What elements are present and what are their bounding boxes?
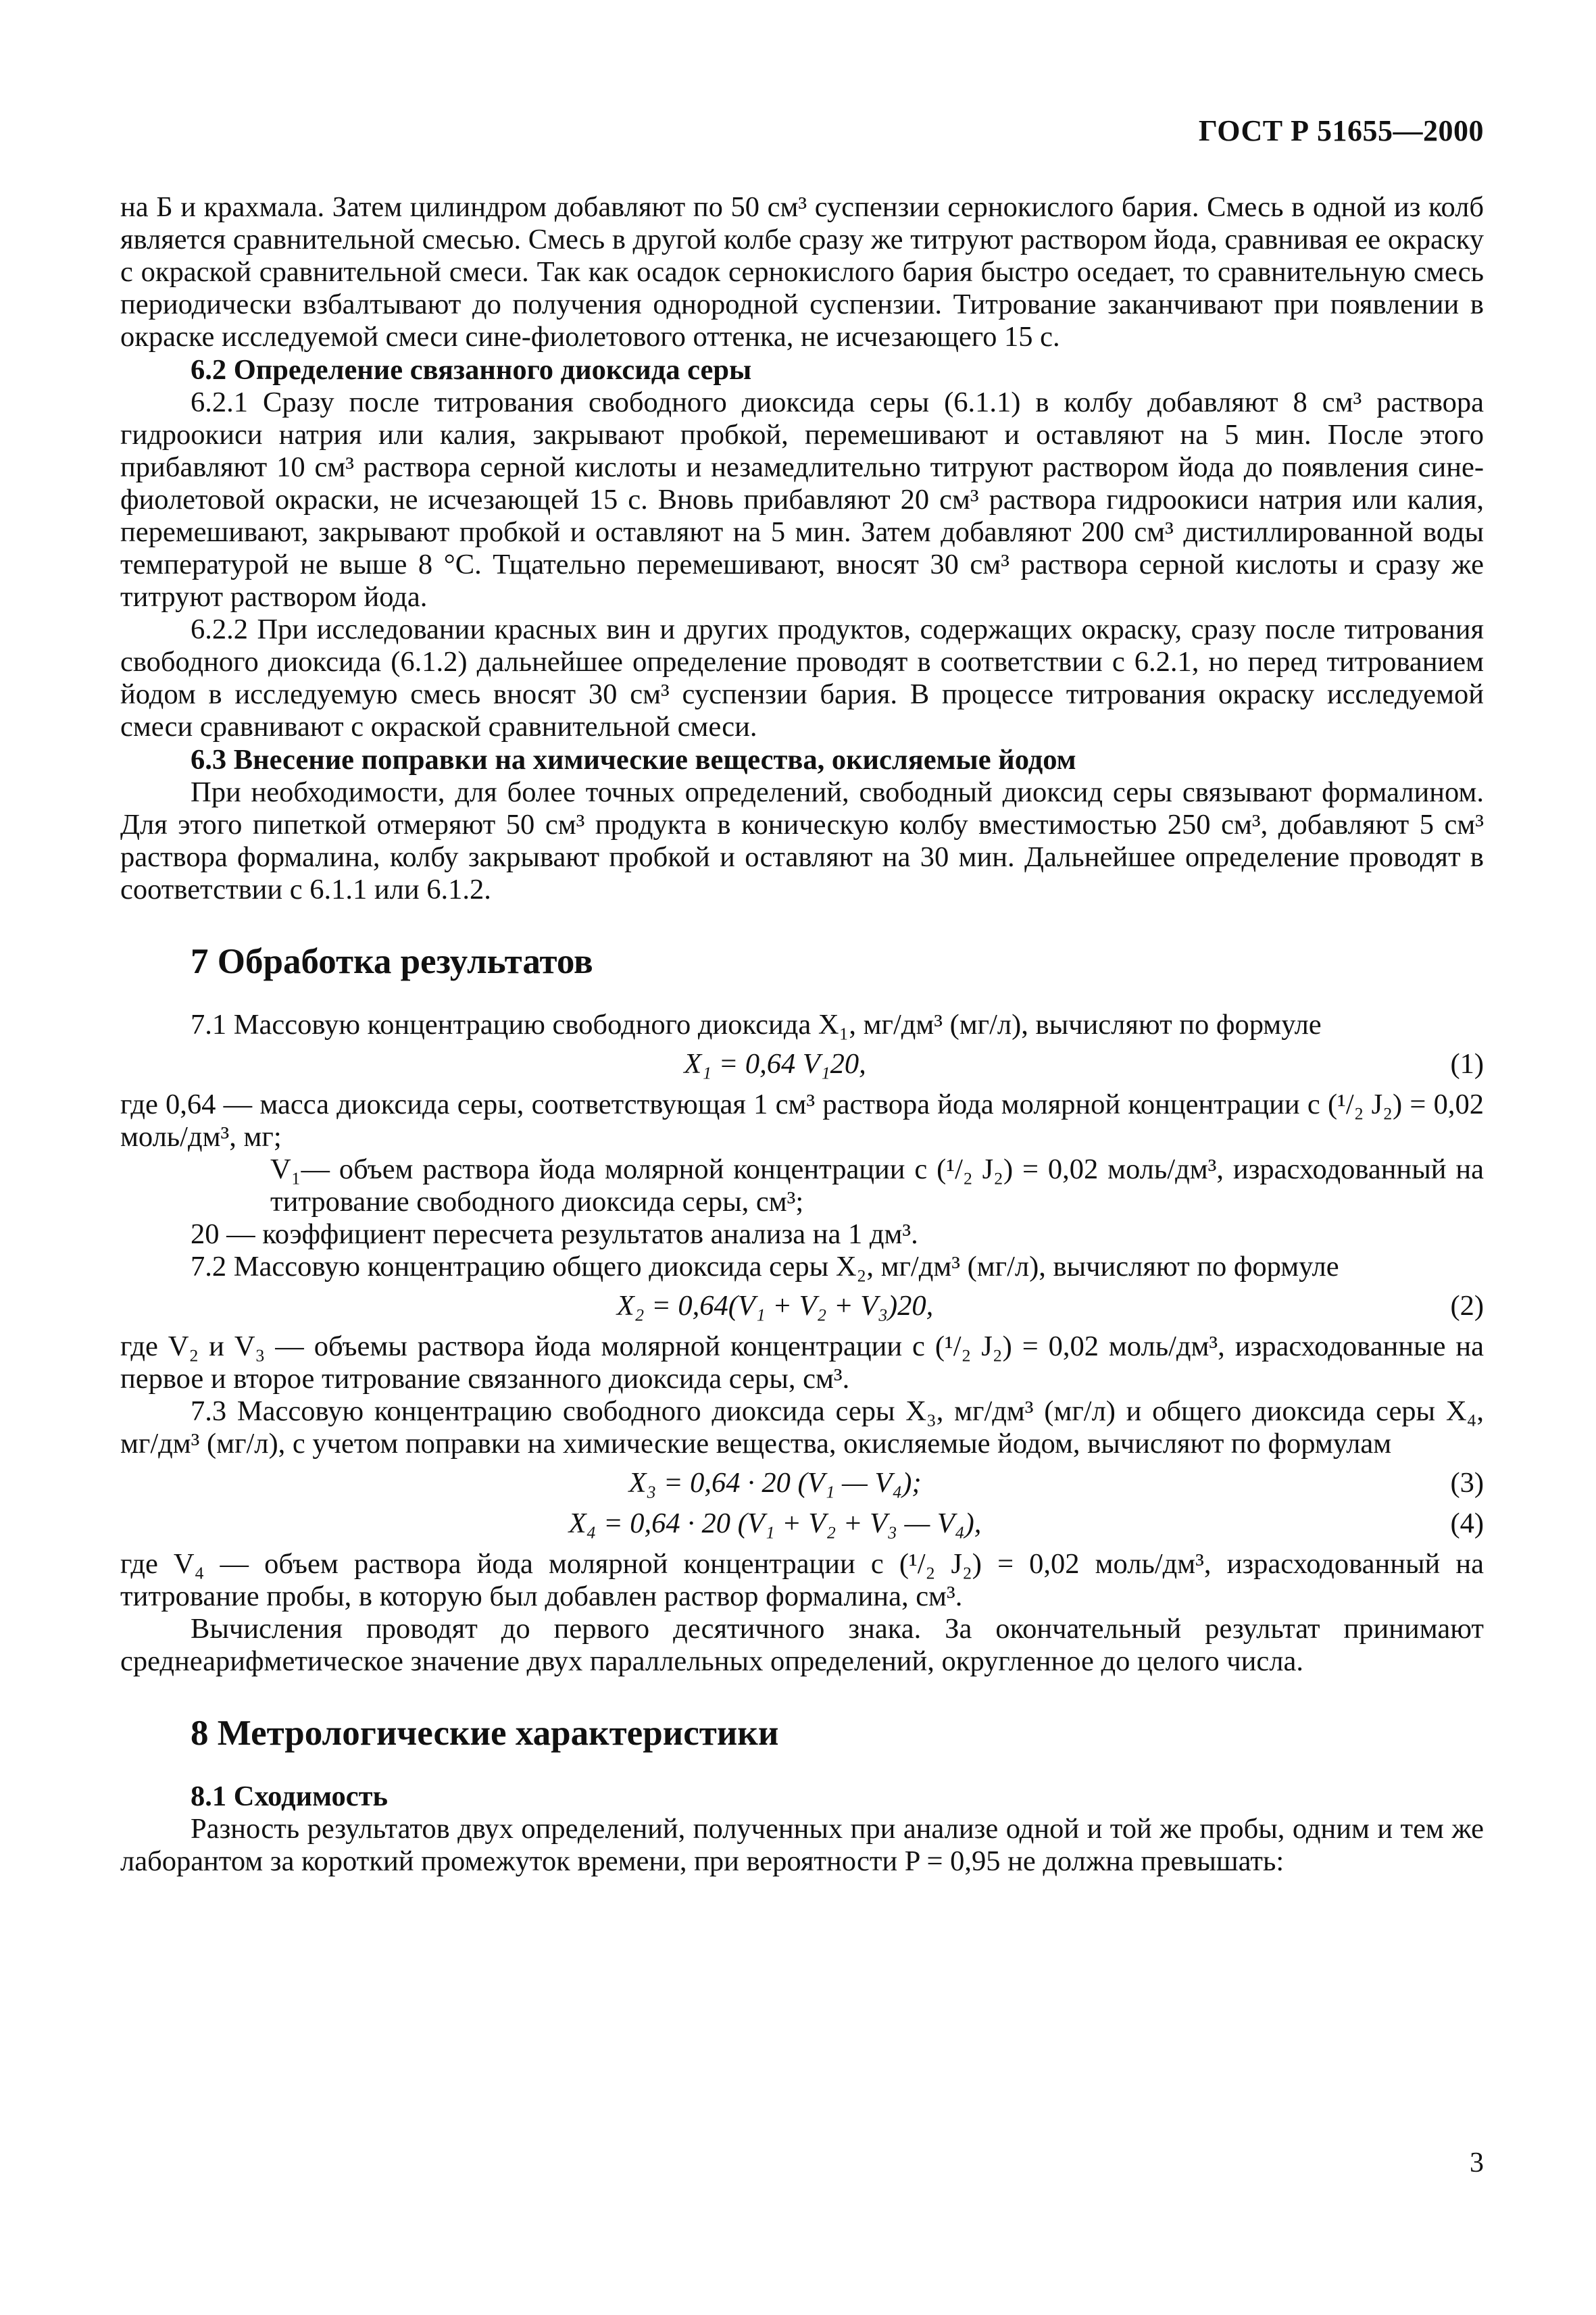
paragraph-8-1: Разность результатов двух определений, полученных при анализе одной и той же пробы, одним и тем же лаборантом за короткий промежуток времени, при вероятности P = 0,95 не должна превышать: [120,1813,1484,1877]
formula-3-number: (3) [1450,1467,1484,1499]
paragraph-6-2-2: 6.2.2 При исследовании красных вин и других продуктов, содержащих окраску, сразу после титрования свободного диоксида (6.1.2) дальнейшее определение проводят в соответствии с 6.2.1, но перед титрованием йодом в исследуемую смесь вносят 30 см³ суспензии бария. В процессе титрования окраску исследуемой смеси сравнивают с окраской сравнительной смеси. [120,614,1484,743]
document-page [120,0,1484,2315]
subsection-6-3-title: 6.3 Внесение поправки на химические вещества, окисляемые йодом [191,744,1076,776]
formula-1 [120,1048,1484,1080]
where-v2-v3: где V₂ и V₃ — объемы раствора йода молярной концентрации c (¹/₂ J₂) = 0,02 моль/дм³, израсходованные на первое и второе титрование связанного диоксида серы, см³. [120,1330,1484,1395]
subsection-8-1-title: 8.1 Сходимость [191,1781,388,1812]
formula-1-number: (1) [1450,1048,1484,1080]
where-0-64: где 0,64 — масса диоксида серы, соответствующая 1 см³ раствора йода молярной концентрации c (¹/₂ J₂) = 0,02 моль/дм³, мг; [120,1089,1484,1153]
section-8-title: 8 Метрологические характеристики [191,1714,779,1753]
formula-2-expression: X₂ = 0,64(V₁ + V₂ + V₃)20, [616,1290,934,1322]
formula-3-expression: X₃ = 0,64 · 20 (V₁ — V₄); [628,1467,922,1499]
where-v4: где V₄ — объем раствора йода молярной концентрации c (¹/₂ J₂) = 0,02 моль/дм³, израсходованный на титрование пробы, в которую был добавлен раствор формалина, см³. [120,1548,1484,1612]
formula-4 [120,1508,1484,1540]
paragraph-6-2-1: 6.2.1 Сразу после титрования свободного диоксида серы (6.1.1) в колбу добавляют 8 см³ раствора гидроокиси натрия или калия, закрывают пробкой, перемешивают и оставляют на 5 мин. После этого прибавляют 10 см³ раствора серной кислоты и незамедлительно титруют раствором йода до появления сине-фиолетовой окраски, не исчезающей 15 с. Вновь прибавляют 20 см³ раствора гидроокиси натрия или калия, перемешивают, закрывают пробкой и оставляют на 5 мин. Затем добавляют 200 см³ дистиллированной воды температурой не выше 8 °С. Тщательно перемешивают, вносят 30 см³ раствора серной кислоты и сразу же титруют раствором йода. [120,387,1484,613]
formula-2 [120,1290,1484,1322]
formula-4-number: (4) [1450,1508,1484,1539]
document-code: ГОСТ Р 51655—2000 [1198,114,1484,147]
where-20: 20 — коэффициент пересчета результатов анализа на 1 дм³. [191,1218,918,1250]
paragraph-6-1-cont: на Б и крахмала. Затем цилиндром добавляют по 50 см³ суспензии сернокислого бария. Смесь в одной из колб является сравнительной смесью. Смесь в другой колбе сразу же титруют раствором йода, сравнивая ее окраску с окраской сравнительной смеси. Так как осадок сернокислого бария быстро оседает, то сравнительную смесь периодически взбалтывают до получения однородной суспензии. Титрование заканчивают при появлении в окраске исследуемой смеси сине-фиолетового оттенка, не исчезающего 15 с. [120,191,1484,353]
paragraph-calculation-note: Вычисления проводят до первого десятичного знака. За окончательный результат принимают среднеарифметическое значение двух параллельных определений, округленное до целого числа. [120,1613,1484,1677]
where-v1: V₁— объем раствора йода молярной концентрации c (¹/₂ J₂) = 0,02 моль/дм³, израсходованный на титрование свободного диоксида серы, см³; [270,1153,1484,1218]
formula-3 [120,1467,1484,1499]
formula-1-expression: X₁ = 0,64 V₁20, [684,1048,866,1080]
paragraph-7-1: 7.1 Массовую концентрацию свободного диоксида X₁, мг/дм³ (мг/л), вычисляют по формуле [191,1009,1322,1041]
section-7-title: 7 Обработка результатов [191,942,593,981]
page-number: 3 [1470,2147,1484,2179]
paragraph-6-3: При необходимости, для более точных определений, свободный диоксид серы связывают формалином. Для этого пипеткой отмеряют 50 см³ продукта в коническую колбу вместимостью 250 см³, добавляют 5 см³ раствора формалина, колбу закрывают пробкой и оставляют на 30 мин. Дальнейшее определение проводят в соответствии с 6.1.1 или 6.1.2. [120,776,1484,905]
paragraph-7-3: 7.3 Массовую концентрацию свободного диоксида серы X₃, мг/дм³ (мг/л) и общего диоксида серы X₄, мг/дм³ (мг/л), с учетом поправки на химические вещества, окисляемые йодом, вычисляют по формулам [120,1395,1484,1460]
formula-2-number: (2) [1450,1290,1484,1322]
paragraph-7-2: 7.2 Массовую концентрацию общего диоксида серы X₂, мг/дм³ (мг/л), вычисляют по формуле [191,1251,1339,1283]
subsection-6-2-title: 6.2 Определение связанного диоксида серы [191,354,752,386]
formula-4-expression: X₄ = 0,64 · 20 (V₁ + V₂ + V₃ — V₄), [568,1508,982,1539]
document-body [120,191,1484,1878]
